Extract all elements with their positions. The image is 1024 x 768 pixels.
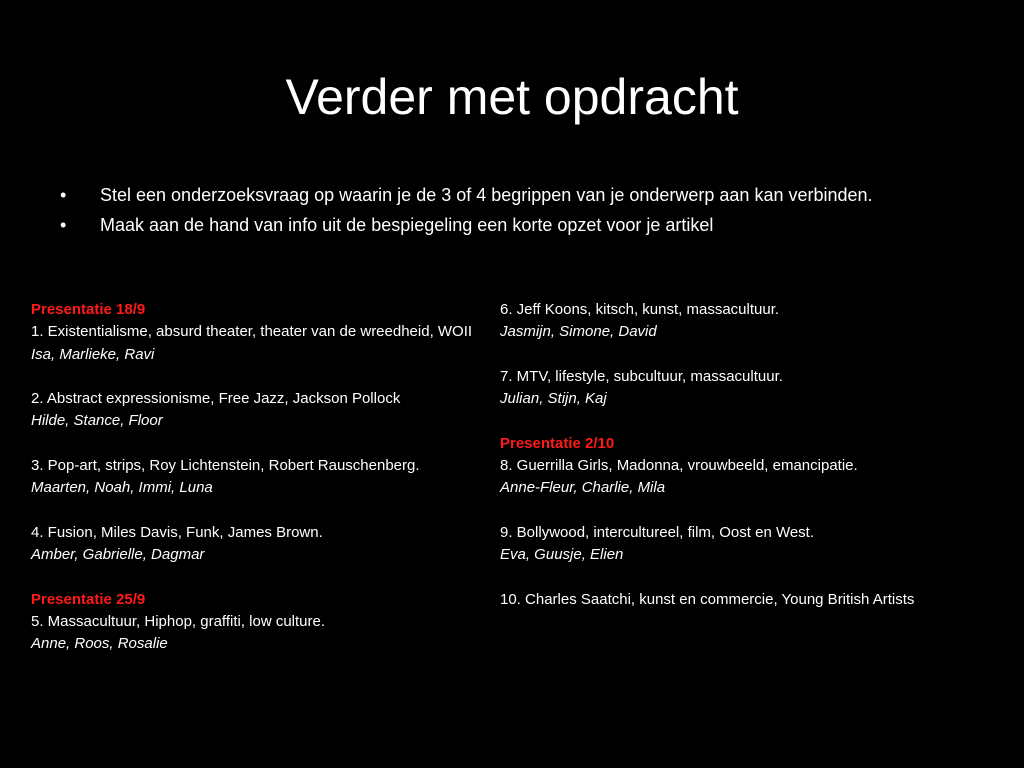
group-6-names: Jasmijn, Simone, David xyxy=(500,323,657,341)
spacer xyxy=(31,567,499,589)
presentation-date-heading: Presentatie 18/9 xyxy=(31,301,146,318)
presentation-date-heading: Presentatie 2/10 xyxy=(500,434,615,452)
bullet-text: Maak aan de hand van info uit de bespiegeling een korte opzet voor je artikel xyxy=(100,215,714,235)
topic-10: 10. Charles Saatchi, kunst en commercie, Young British Artists xyxy=(500,590,915,608)
topic-8: 8. Guerrilla Girls, Madonna, vrouwbeeld, emancipatie. xyxy=(500,457,858,475)
bullet-text: Stel een onderzoeksvraag op waarin je de 3 of 4 begrippen van je onderwerp aan kan verbinden. xyxy=(100,185,873,205)
schedule-left-column xyxy=(31,299,499,656)
topic-9: 9. Bollywood, intercultureel, film, Oost en West. xyxy=(500,523,815,541)
bullet-item xyxy=(60,213,960,237)
spacer xyxy=(500,410,1000,432)
topic-6: 6. Jeff Koons, kitsch, kunst, massacultuur. xyxy=(500,301,780,318)
bullet-list xyxy=(60,183,960,243)
topic-7: 7. MTV, lifestyle, subcultuur, massacultuur. xyxy=(500,367,783,385)
topic-3: 3. Pop-art, strips, Roy Lichtenstein, Robert Rauschenberg. xyxy=(31,457,420,475)
group-8-names: Anne-Fleur, Charlie, Mila xyxy=(500,479,666,497)
bullet-dot-icon: • xyxy=(60,215,67,235)
spacer xyxy=(500,344,1000,366)
group-7-names: Julian, Stijn, Kaj xyxy=(500,390,607,408)
topic-2: 2. Abstract expressionisme, Free Jazz, Jackson Pollock xyxy=(31,390,401,408)
spacer xyxy=(500,567,1000,589)
topic-1: 1. Existentialisme, absurd theater, theater van de wreedheid, WOII xyxy=(31,323,473,341)
schedule-right-column xyxy=(500,299,1000,611)
slide-title: Verder met opdracht xyxy=(285,69,739,125)
group-2-names: Hilde, Stance, Floor xyxy=(31,412,163,430)
group-4-names: Amber, Gabrielle, Dagmar xyxy=(31,546,205,564)
group-5-names: Anne, Roos, Rosalie xyxy=(31,635,168,653)
group-3-names: Maarten, Noah, Immi, Luna xyxy=(31,479,213,497)
spacer xyxy=(31,433,499,455)
spacer xyxy=(31,500,499,522)
presentation-date-heading: Presentatie 25/9 xyxy=(31,590,146,608)
spacer xyxy=(500,500,1000,522)
topic-5: 5. Massacultuur, Hiphop, graffiti, low culture. xyxy=(31,613,326,631)
group-1-names: Isa, Marlieke, Ravi xyxy=(31,345,155,363)
bullet-item xyxy=(60,183,960,207)
group-9-names: Eva, Guusje, Elien xyxy=(500,546,624,564)
topic-4: 4. Fusion, Miles Davis, Funk, James Brown. xyxy=(31,523,323,541)
spacer xyxy=(31,366,499,388)
bullet-dot-icon: • xyxy=(60,185,67,205)
